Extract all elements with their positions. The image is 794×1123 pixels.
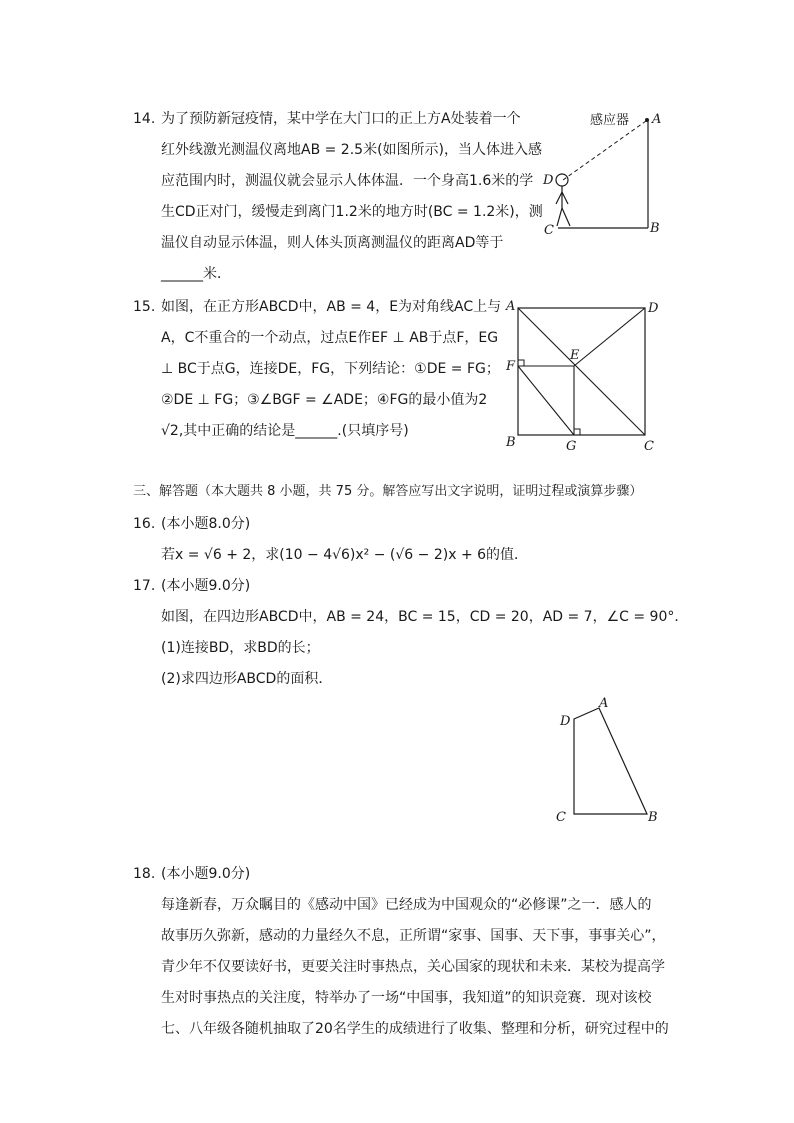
- q17-line-1: 如图，在四边形ABCD中，AB = 24，BC = 15，CD = 20，AD = 7，∠C = 90°．: [161, 609, 689, 625]
- q18-line-1: 每逢新春，万众瞩目的《感动中国》已经成为中国观众的“必修课”之一．感人的: [161, 897, 652, 913]
- q15-label-B: B: [506, 435, 516, 450]
- q14-label-C: C: [544, 223, 554, 238]
- q17-line-3: (2)求四边形ABCD的面积．: [161, 671, 333, 687]
- q17-line-2: (1)连接BD，求BD的长；: [161, 640, 320, 656]
- question-18-number: 18.: [133, 866, 156, 882]
- q15-label-E: E: [570, 348, 580, 363]
- right-angle-G: [574, 429, 580, 435]
- q17-score: (本小题9.0分): [161, 578, 251, 594]
- question-16-number: 16.: [133, 516, 156, 532]
- q15-label-F: F: [506, 359, 516, 374]
- q17-label-C: C: [556, 810, 566, 825]
- q17-label-B: B: [648, 810, 658, 825]
- q14-line-4: 生CD正对门，缓慢走到离门1.2米的地方时(BC = 1.2米)，测: [161, 204, 543, 220]
- q18-line-4: 生对时事热点的关注度，特举办了一场“中国事，我知道”的知识竞赛．现对该校: [161, 990, 652, 1006]
- q14-line-6: ______米．: [161, 266, 231, 282]
- person-arm-left: [556, 192, 562, 204]
- segment-DE: [574, 308, 645, 366]
- q15-label-G: G: [566, 439, 577, 454]
- person-leg-right: [562, 208, 570, 226]
- person-leg-left: [557, 208, 562, 226]
- q16-score: (本小题8.0分): [161, 516, 251, 532]
- q14-label-B: B: [650, 221, 660, 236]
- q14-label-A: A: [652, 112, 662, 127]
- q17-label-D: D: [560, 714, 571, 729]
- q14-line-3: 应范围内时，测温仪就会显示人体体温．一个身高1.6米的学: [161, 173, 534, 189]
- q15-label-D: D: [648, 301, 659, 316]
- section-3-heading: 三、解答题（本大题共 8 小题，共 75 分。解答应写出文字说明，证明过程或演算步骤）: [133, 484, 643, 499]
- q15-line-3: ⊥ BC于点G，连接DE，FG，下列结论：①DE = FG；: [161, 361, 500, 377]
- q15-line-4: ②DE ⊥ FG；③∠BGF = ∠ADE；④FG的最小值为2: [161, 392, 488, 408]
- q15-line-2: A，C不重合的一个动点，过点E作EF ⊥ AB于点F，EG: [161, 330, 499, 346]
- q14-line-2: 红外线激光测温仪离地AB = 2.5米(如图所示)，当人体进入感: [161, 142, 542, 158]
- q18-score: (本小题9.0分): [161, 866, 251, 882]
- q18-line-5: 七、八年级各随机抽取了20名学生的成绩进行了收集、整理和分析，研究过程中的: [161, 1021, 669, 1037]
- quadrilateral-ABCD: [574, 708, 647, 814]
- sensor-label: 感应器: [590, 113, 630, 128]
- person-arm-right: [562, 192, 568, 204]
- diagonal-AC: [518, 308, 645, 435]
- question-17-number: 17.: [133, 578, 156, 594]
- q14-line-5: 温仪自动显示体温，则人体头顶离测温仪的距离AD等于: [161, 235, 504, 251]
- q14-label-D: D: [543, 173, 554, 188]
- q15-figure: [500, 296, 670, 456]
- question-15-number: 15.: [133, 299, 156, 315]
- q17-figure: [550, 690, 670, 830]
- q17-label-A: A: [599, 696, 609, 711]
- q15-line-5: √2,其中正确的结论是______.(只填序号): [161, 423, 409, 439]
- dashed-DA: [563, 121, 646, 180]
- q14-line-1: 为了预防新冠疫情，某中学在大门口的正上方A处装着一个: [161, 111, 521, 127]
- q15-label-C: C: [644, 439, 654, 454]
- q14-figure: [538, 104, 668, 239]
- question-14-number: 14.: [133, 111, 156, 127]
- q15-line-1: 如图，在正方形ABCD中，AB = 4，E为对角线AC上与: [161, 299, 502, 315]
- right-angle-F: [518, 360, 524, 366]
- person-head: [556, 174, 568, 186]
- q16-line-1: 若x = √6 + 2，求(10 − 4√6)x² − (√6 − 2)x + 6的值．: [161, 547, 529, 563]
- segment-FG: [518, 366, 574, 435]
- q15-label-A: A: [506, 299, 516, 314]
- q18-line-2: 故事历久弥新，感动的力量经久不息，正所谓“家事、国事、天下事，事事关心”，: [161, 928, 666, 944]
- q18-line-3: 青少年不仅要读好书，更要关注时事热点，关心国家的现状和未来．某校为提高学: [161, 959, 665, 975]
